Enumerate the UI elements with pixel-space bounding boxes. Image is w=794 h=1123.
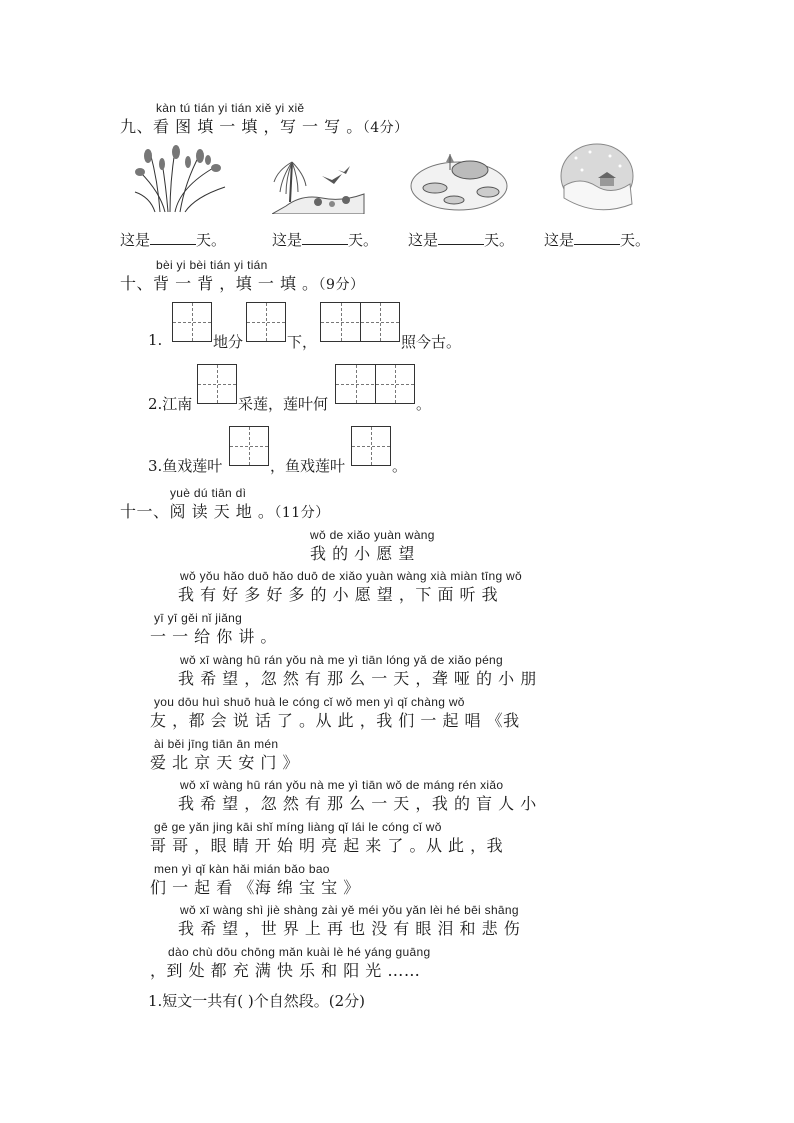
q10-title [120,271,364,294]
passage-title: 我 的 小 愿 望 [310,544,415,563]
answer-suffix: 天。 [348,231,379,249]
answer-prefix: 这是 [408,231,439,249]
answer-suffix: 天。 [620,231,651,249]
q9-title-pinyin: kàn tú tián yi tián xiě yi xiě [156,101,305,115]
q11-title-pinyin: yuè dú tiān dì [170,486,247,500]
q9-number: 九、 [120,117,154,136]
answer-blank-1[interactable] [150,230,196,245]
q10-item1-text-a: 地分 [213,333,244,351]
answer-prefix: 这是 [544,231,575,249]
tian-grid-box[interactable] [197,364,237,404]
q11-title-text: 阅 读 天 地 。 [169,502,275,521]
q9-title [120,114,409,137]
passage-line: 爱 北 京 天 安 门 》 [150,753,300,772]
q10-number: 十、 [120,274,154,293]
q10-item2-text-b: 采莲，莲叶何 [238,395,329,413]
passage-line-pinyin: ài běi jīng tiān ān mén [154,737,279,751]
q10-title-pinyin: bèi yi bèi tián yi tián [156,258,268,272]
passage-line: 一 一 给 你 讲 。 [150,627,277,646]
passage-line-pinyin: wǒ xī wàng hū rán yǒu nà me yì tiān wǒ de máng rén xiǎo [180,778,504,792]
answer-suffix: 天。 [196,231,227,249]
q9-answer-4 [544,229,650,250]
q9-title-text: 看 图 填 一 填 ，写 一 写 。 [153,117,363,136]
passage-line: 们 一 起 看 《海 绵 宝 宝 》 [150,878,360,897]
q10-item1-text-b: 下， [287,333,318,351]
passage-line-pinyin: yī yī gěi nǐ jiǎng [154,611,243,625]
q11-title [120,499,330,522]
q10-item3-text-c: 。 [392,457,408,475]
answer-prefix: 这是 [120,231,151,249]
tian-grid-box[interactable] [172,302,212,342]
rice-plant-image [130,142,228,214]
q11-subquestion-1: 1.短文一共有( )个自然段。(2分) [148,992,366,1010]
q10-item1-text-c: 照今古。 [401,333,462,351]
q10-score: （9分） [318,277,365,293]
tian-grid-box-double[interactable] [335,364,415,404]
tian-grid-box[interactable] [246,302,286,342]
passage-title-pinyin: wǒ de xiǎo yuàn wàng [310,528,435,542]
passage-line: 我 希 望 ，世 界 上 再 也 没 有 眼 泪 和 悲 伤 [178,919,521,938]
answer-blank-4[interactable] [574,230,620,245]
willow-swallow-image [272,142,368,214]
answer-suffix: 天。 [484,231,515,249]
lotus-pond-image [410,142,508,214]
answer-blank-3[interactable] [438,230,484,245]
passage-line: 哥 哥 ，眼 睛 开 始 明 亮 起 来 了 。从 此 ，我 [150,836,504,855]
q9-score: （4分） [362,120,409,136]
snow-scene-image [560,142,634,214]
q10-item1-number: 1. [148,331,163,349]
passage-line-pinyin: gē ge yǎn jing kāi shǐ míng liàng qǐ lái le cóng cǐ wǒ [154,820,442,834]
passage-line-pinyin: men yì qǐ kàn hǎi mián bǎo bao [154,862,330,876]
passage-line-pinyin: wǒ xī wàng shì jiè shàng zài yě méi yǒu yǎn lèi hé bēi shāng [180,903,519,917]
passage-line: 我 希 望 ，忽 然 有 那 么 一 天 ，聋 哑 的 小 朋 [178,669,537,688]
q11-score: （11分） [274,505,330,521]
q9-answer-3 [408,229,514,250]
q10-item3-text-b: ，鱼戏莲叶 [270,457,346,475]
passage-line: 我 有 好 多 好 多 的 小 愿 望 ，下 面 听 我 [178,585,499,604]
passage-line: 我 希 望 ，忽 然 有 那 么 一 天 ，我 的 盲 人 小 [178,794,537,813]
q10-title-text: 背 一 背 ，填 一 填 。 [153,274,319,293]
q9-answer-2 [272,229,378,250]
passage-line: ，到 处 都 充 满 快 乐 和 阳 光 …… [150,961,421,980]
q10-item2-text-a: 2.江南 [148,395,193,413]
q10-item2-text-c: 。 [416,395,432,413]
q10-item3-text-a: 3.鱼戏莲叶 [148,457,223,475]
passage-line: 友 ，都 会 说 话 了 。从 此 ，我 们 一 起 唱 《我 [150,711,520,730]
passage-line-pinyin: you dōu huì shuō huà le cóng cǐ wǒ men yì qǐ chàng wǒ [154,695,465,709]
tian-grid-box-double[interactable] [320,302,400,342]
passage-line-pinyin: dào chù dōu chōng mǎn kuài lè hé yáng guāng [168,945,431,959]
tian-grid-box[interactable] [229,426,269,466]
passage-line-pinyin: wǒ yǒu hǎo duō hǎo duō de xiǎo yuàn wàng xià miàn tīng wǒ [180,569,522,583]
answer-blank-2[interactable] [302,230,348,245]
q9-answer-1 [120,229,226,250]
passage-line-pinyin: wǒ xī wàng hū rán yǒu nà me yì tiān lóng yǎ de xiǎo péng [180,653,503,667]
answer-prefix: 这是 [272,231,303,249]
q11-number: 十一、 [120,502,170,521]
tian-grid-box[interactable] [351,426,391,466]
